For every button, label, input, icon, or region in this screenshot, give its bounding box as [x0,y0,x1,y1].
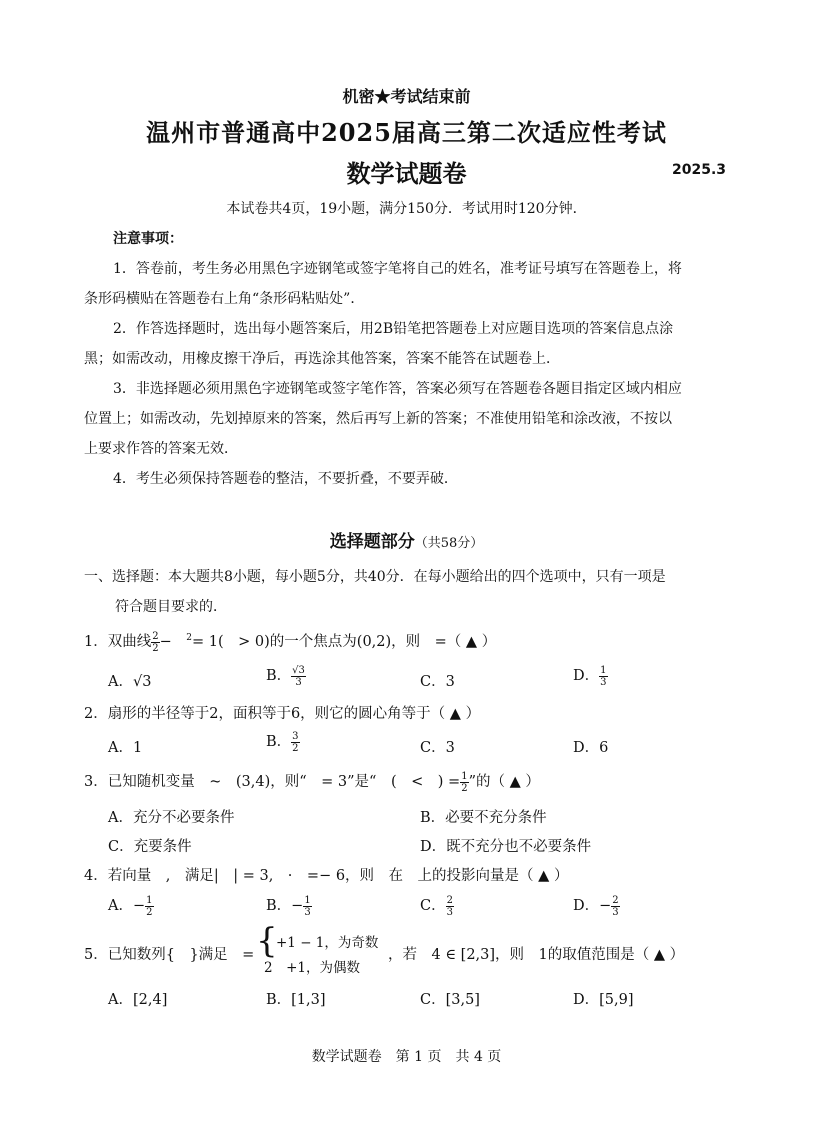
confidential-label: 机密★考试结束前 [342,87,471,106]
q3-fraction [460,771,468,794]
q5-option-d: D．[5,9] [573,992,634,1008]
q3-stem-a: 3．已知随机变量 ~ (3,4)，则“ = 3”是“ ( < ) = [84,774,461,790]
q4-d-num: 2 [612,894,619,906]
q4-c-label: C． [420,898,446,914]
question-4 [84,864,568,885]
q1-stem-b: − [159,634,172,650]
q4-option-a [108,894,154,918]
q1-d-num: 1 [600,664,607,676]
q1-b-label: B． [266,668,292,684]
q4-c-den: 3 [446,906,453,918]
q5-close: ） [669,947,685,963]
question-1 [84,630,496,654]
q1-frac-num: 2 [152,630,159,642]
q4-c-fraction [446,895,454,918]
q5-stem-a: 5．已知数列{ }满足 = [84,947,255,963]
q4-stem: 4．若向量 , 满足| | = 3, · =− 6，则 在 上的投影向量是（ [84,868,534,884]
q2-option-a: A．1 [108,740,143,756]
q4-option-b [266,894,312,918]
q1-close: ） [481,634,497,650]
question-3 [84,770,540,794]
answer-blank-icon: ▲ [653,947,666,963]
q1-b-den: 3 [295,676,302,688]
q2-b-fraction [291,731,299,754]
q5-case-even: 2 +1，为偶数 [264,960,360,976]
q4-a-label: A．− [108,898,146,914]
q1-stem-a: 1．双曲线 [84,634,152,650]
q4-d-fraction [611,895,619,918]
q5-option-c: C．[3,5] [420,992,480,1008]
note-line: 条形码横贴在答题卷右上角“条形码粘贴处”． [84,291,365,307]
paper-intro: 本试卷共4页，19小题，满分150分．考试用时120分钟． [226,201,587,217]
q3-stem-b: ”的（ [468,774,505,790]
note-line: 4．考生必须保持答题卷的整洁，不要折叠，不要弄破． [113,471,458,487]
section-title [0,527,813,552]
q1-stem-c: = 1( > 0)的一个焦点为(0,2)，则 =（ [192,634,462,650]
q3-frac-den: 2 [461,782,468,794]
section-title-text: 选择题部分 [329,532,415,552]
paper-subtitle: 数学试题卷 [346,159,467,188]
q1-option-c: C．3 [420,674,455,690]
q2-b-num: 3 [292,730,299,742]
q3-option-a: A．充分不必要条件 [108,810,235,826]
answer-blank-icon: ▲ [465,634,478,650]
q2-option-d: D．6 [573,740,609,756]
note-line: 3．非选择题必须用黑色字迹钢笔或签字笔作答，答案必须写在答题卷各题目指定区域内相应 [113,381,682,397]
answer-blank-icon: ▲ [538,868,550,884]
section-score: （共58分） [414,536,484,551]
q4-d-den: 3 [612,906,619,918]
q4-b-fraction [303,895,311,918]
q1-option-d [573,664,608,688]
q2-stem: 2．扇形的半径等于2，面积等于6，则它的圆心角等于（ [84,706,446,722]
notes-title: 注意事项： [113,231,183,247]
note-line: 上要求作答的答案无效． [84,441,238,457]
answer-blank-icon: ▲ [509,774,521,790]
q1-b-num: √3 [292,664,305,676]
q1-option-b [266,664,306,688]
note-line: 黑；如需改动，用橡皮擦干净后，再选涂其他答案，答案不能答在试题卷上． [84,351,560,367]
q4-close: ） [553,868,569,884]
q4-option-d [573,894,620,918]
q3-option-d: D．既不充分也不必要条件 [420,839,592,855]
q1-option-a: A．√3 [108,674,152,690]
q2-option-c: C．3 [420,740,455,756]
q4-b-den: 3 [304,906,311,918]
q1-d-label: D． [573,668,600,684]
q1-fraction [151,631,159,654]
q4-c-num: 2 [446,894,453,906]
q5-brace: { [256,921,278,961]
q2-option-b [266,730,300,754]
question-2 [84,702,480,723]
q1-d-den: 3 [600,676,607,688]
q4-a-fraction [145,895,153,918]
q2-close: ） [465,706,481,722]
q2-b-label: B． [266,734,292,750]
q4-a-num: 1 [146,894,153,906]
note-line: 位置上；如需改动，先划掉原来的答案，然后再写上新的答案；不准使用铅笔和涂改液，不按以 [84,411,672,427]
q3-option-b: B．必要不充分条件 [420,810,547,826]
q5-stem-b: ，若 4 ∈ [2,3]，则 1的取值范围是（ [388,947,650,963]
q2-b-den: 2 [292,742,299,754]
q3-option-c: C．充要条件 [108,839,192,855]
note-line: 1．答卷前，考生务必用黑色字迹钢笔或签字笔将自己的姓名，准考证号填写在答题卷上，将 [113,261,682,277]
q4-option-c [420,894,454,918]
q5-stem-b-line [388,943,684,964]
q4-b-num: 1 [304,894,311,906]
note-line: 2．作答选择题时，选出每小题答案后，用2B铅笔把答题卷上对应题目选项的答案信息点涂 [113,321,674,337]
q1-b-fraction [291,665,306,688]
q4-d-label: D．− [573,898,612,914]
q5-option-b: B．[1,3] [266,992,326,1008]
section-instruction-cont: 符合题目要求的． [115,599,227,615]
exam-title: 温州市普通高中2025届高三第二次适应性考试 [146,118,667,147]
q3-frac-num: 1 [461,770,468,782]
q3-close: ） [525,774,540,790]
q5-option-a: A．[2,4] [108,992,168,1008]
page-footer: 数学试题卷 第 1 页 共 4 页 [311,1049,502,1065]
q1-frac-den: 2 [152,642,159,654]
section-instruction: 一、选择题：本大题共8小题，每小题5分，共40分．在每小题给出的四个选项中，只有一项是 [84,569,666,585]
exam-date: 2025.3 [672,162,727,178]
q4-a-den: 2 [146,906,153,918]
q5-case-odd: +1 − 1，为奇数 [276,935,379,951]
answer-blank-icon: ▲ [449,706,461,722]
q4-b-label: B．− [266,898,304,914]
q1-sup: 2 [186,633,192,644]
q1-d-fraction [599,665,607,688]
